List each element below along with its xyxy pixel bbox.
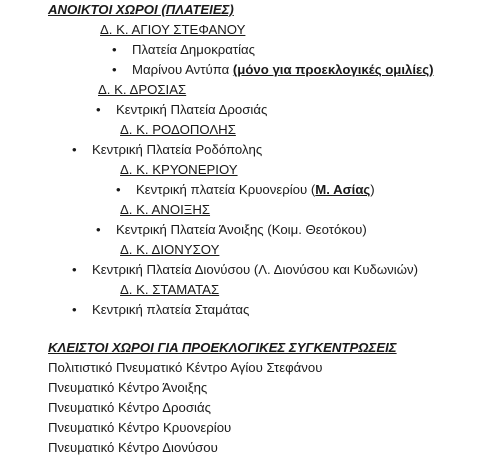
item-marinou-note: (μόνο για προεκλογικές ομιλίες) — [232, 62, 434, 77]
item-rodopoli: Κεντρική Πλατεία Ροδόπολης — [92, 142, 263, 157]
closed-item: Πνευματικό Κέντρο Άνοιξης — [48, 380, 208, 395]
list-item — [112, 42, 255, 58]
bullet-icon: • — [112, 42, 117, 57]
item-marinou: Μαρίνου Αντύπα — [132, 62, 230, 77]
district-stamata: Δ. Κ. ΣΤΑΜΑΤΑΣ — [120, 282, 220, 297]
item-stamata: Κεντρική πλατεία Σταμάτας — [92, 302, 250, 317]
open-spaces-heading: ΑΝΟΙΚΤΟΙ ΧΩΡΟΙ (ΠΛΑΤΕΙΕΣ) — [48, 2, 234, 17]
closed-item: Πνευματικό Κέντρο Διονύσου — [48, 440, 218, 455]
item-kryoneri-note: Μ. Ασίας — [315, 182, 371, 197]
list-item: • Κεντρική πλατεία Κρυονερίου (Μ. Ασίας) — [116, 182, 375, 197]
closed-spaces-heading: ΚΛΕΙΣΤΟΙ ΧΩΡΟΙ ΓΙΑ ΠΡΟΕΚΛΟΓΙΚΕΣ ΣΥΓΚΕΝΤΡΩΣΕΙΣ — [48, 340, 397, 355]
closed-item: Πολιτιστικό Πνευματικό Κέντρο Αγίου Στεφάνου — [48, 360, 323, 375]
item-dionysos: Κεντρική Πλατεία Διονύσου (Λ. Διονύσου και Κυδωνιών) — [92, 262, 418, 277]
list-item — [72, 302, 249, 318]
item-dimokratias: Πλατεία Δημοκρατίας — [132, 42, 256, 57]
item-anoixi: Κεντρική Πλατεία Άνοιξης (Κοιμ. Θεοτόκου) — [116, 222, 367, 237]
bullet-icon: • — [96, 222, 101, 237]
list-item — [112, 62, 434, 78]
list-item — [72, 262, 418, 278]
bullet-icon: • — [116, 182, 121, 197]
closed-item: Πνευματικό Κέντρο Δροσιάς — [48, 400, 211, 415]
bullet-icon: • — [72, 262, 77, 277]
item-kryoneri: Κεντρική πλατεία Κρυονερίου — [136, 182, 308, 197]
district-rodopoli: Δ. Κ. ΡΟΔΟΠΟΛΗΣ — [120, 122, 236, 137]
district-kryoneri: Δ. Κ. ΚΡΥΟΝΕΡΙΟΥ — [120, 162, 238, 177]
district-dionysos: Δ. Κ. ΔΙΟΝΥΣΟΥ — [120, 242, 220, 257]
list-item — [96, 222, 367, 238]
list-item — [72, 142, 262, 158]
list-item — [96, 102, 267, 118]
bullet-icon: • — [72, 142, 77, 157]
district-drosia: Δ. Κ. ΔΡΟΣΙΑΣ — [98, 82, 187, 97]
item-drosia: Κεντρική Πλατεία Δροσιάς — [116, 102, 268, 117]
bullet-icon: • — [96, 102, 101, 117]
bullet-icon: • — [72, 302, 77, 317]
district-anoixi: Δ. Κ. ΑΝΟΙΞΗΣ — [120, 202, 211, 217]
closed-item: Πνευματικό Κέντρο Κρυονερίου — [48, 420, 232, 435]
bullet-icon: • — [112, 62, 117, 77]
district-agios-stefanos: Δ. Κ. ΑΓΙΟΥ ΣΤΕΦΑΝΟΥ — [100, 22, 246, 37]
